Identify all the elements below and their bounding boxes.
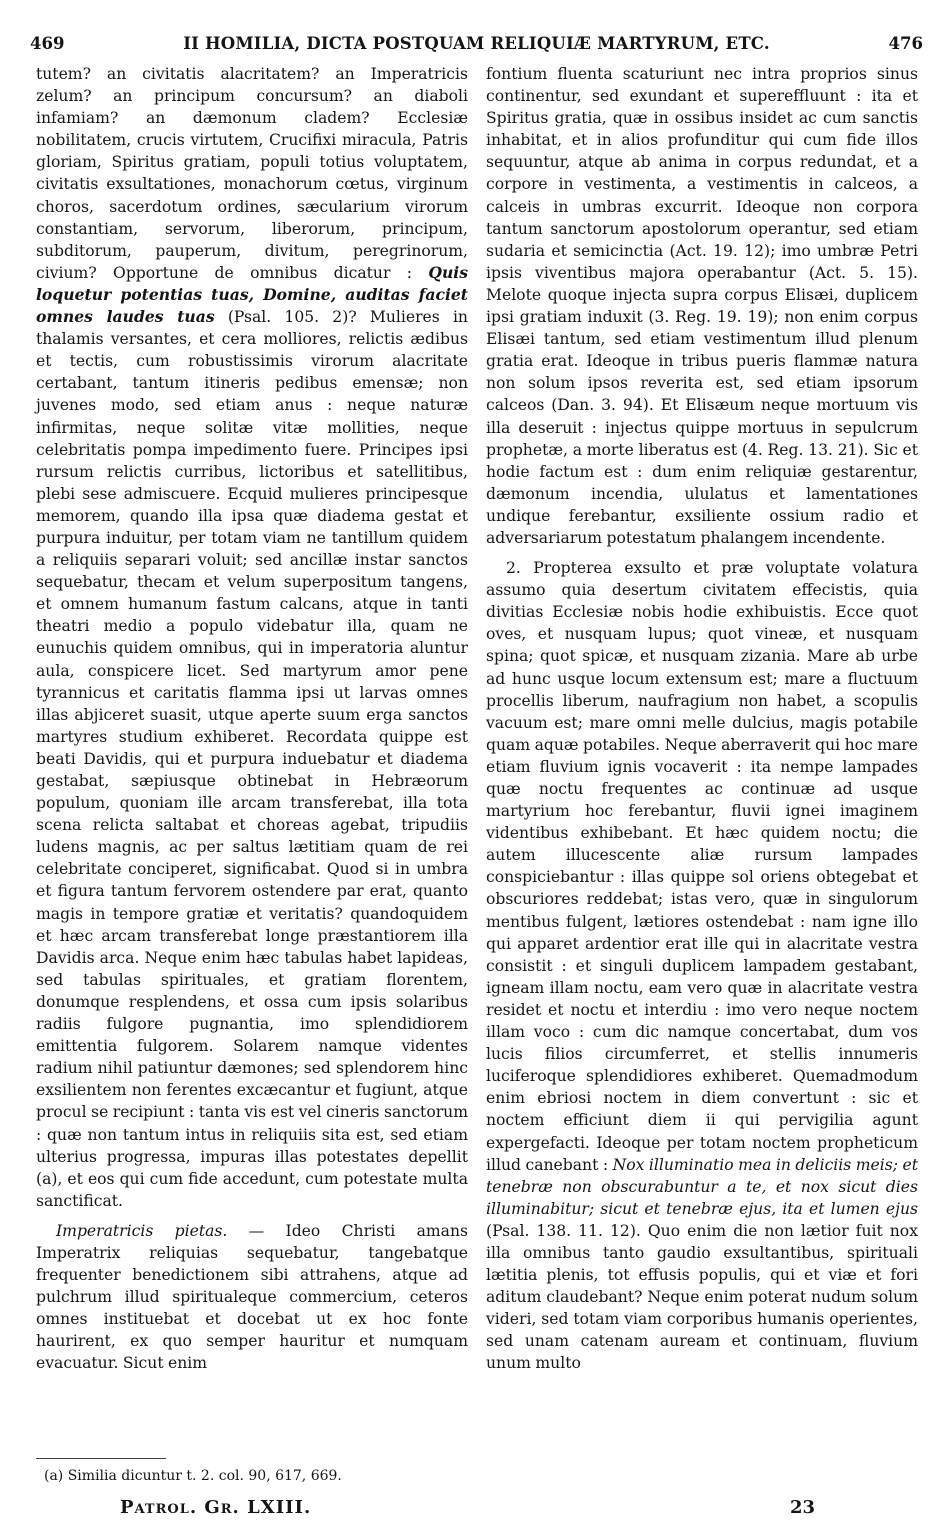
scripture-quote: Nox illuminatio mea in deliciis meis; et tenebræ non obscurabuntur a te, et nox sicut dies illuminabitur; sicut et tenebræ ejus, ita et lumen ejus (486, 1155, 918, 1218)
paragraph-text: Quo enim die non lætior fuit nox illa omnibus tanto gaudio exsultantibus, spirituali lætitia plenis, tot effusis populis, qui et viæ et fori aditum claudebant? Neque enim poterat nudum solum videri, sed totam viam corporibus humanis operientes, sed unam catenam auream et continuam, fluvium unum multo (486, 1221, 918, 1373)
scripture-quote: Quis loquetur potentias tuas, Domine, auditas faciet omnes laudes tuas (36, 262, 468, 327)
signature-mark: Patrol. Gr. LXIII. (120, 1497, 312, 1518)
paragraph-text: 2. Propterea exsulto et præ voluptate volatura assumo quia desertum civitatem effecistis, quia divitias Ecclesiæ nobis hodie exhibuistis. Ecce quot oves, et nusquam lupus; quot vineæ, et nusquam spina; quot spicæ, et nusquam zizania. Mare ab urbe ad hunc usque locum extensum est; mare a fluctuum procellis liberum, naufragium non habet, a scopulis vacuum est; mare omni melle dulcius, magis potabile quam aquæ potabiles. Neque aberraverit qui hoc mare etiam fluvium ignis vocaverit : ita nempe lampades quæ noctu frequentes ac continuæ ad usque martyrium hoc ferebantur, fluvii ignei imaginem videntibus exhibebant. Et hæc quidem noctu; die autem illucescente aliæ rursum lampades conspiciebantur : illas quippe sol oriens obtegebat et obscuriores reddebat; istas vero, quæ in singulorum mentibus fulgent, lætiores ostendebat : nam igne illo qui apparet ardentior erat ille qui in alacritate vestra consistit : et singuli duplicem lampadem gestabant, igneam illam noctu, eam vero quæ in alacritate vestra residet et noctu et interdiu : imo vero neque noctem illam voco : cum dic namque concertabat, dum vos lucis filios circumferret, et stellis innumeris luciferoque splendidiores exhiberet. Quemadmodum enim ebriosi noctem in diem convertunt : sic et noctem efficiunt diem ii qui pervigilia agunt expergefacti. Ideoque per totam noctem propheticum illud canebant : (486, 559, 918, 1174)
paragraph-text: fontium fluenta scaturiunt nec intra proprios sinus continentur, sed exundant et supereffluunt : ita et Spiritus gratia, quæ in ossibus insidet ac cum sanctis inhabitat, et in alios profunditur qui cum fide illos sequuntur, atque ab anima in corpus redundat, et a corpore in vestimenta, a vestimentis in calceos, a calceis in umbras excurrit. Ideoque non corpora tantum sanctorum apostolorum operantur, sed etiam sudaria et semicinctia (Act. 19. 12); imo umbræ Petri ipsis viventibus majora operabantur (Act. 5. 15). Melote quoque injecta supra corpus Elisæi, duplicem ipsi gratiam induxit (3. Reg. 19. 19); non enim corpus Elisæi tantum, sed etiam vestimentum illud plenum gratia erat. Ideoque in tribus pueris flammæ natura non solum ipsos reverita est, sed etiam ipsorum calceos (Dan. 3. 94). Et Elisæum neque mortuum vis illa deseruit : injectus quippe mortuus in sepulcrum prophetæ, a morte liberatus est (4. Reg. 13. 21). Sic et hodie factum est : dum enim reliquiæ gestarentur, dæmonum incendia, ululatus et lamentationes undique ferebantur, exsiliente ossium radio et adversariarum potestatum phalangem incendente. (486, 65, 918, 547)
page-footer (36, 1497, 923, 1518)
paragraph-text: Mulieres in thalamis versantes, et cera molliores, relictis ædibus et tectis, cum robustissimis virorum alacritate certabant, tantum itineris pedibus emensæ; non juvenes modo, sed etiam anus : neque naturæ infirmitas, neque solitæ vitæ mollities, neque celebritatis pompa impedimento fuere. Principes ipsi rursum relictis curribus, lictoribus et satellitibus, plebi sese admiscuere. Ecquid mulieres principesque memorem, quando illa ipsa quæ diadema gestat et purpura induitur, per totam viam ne tantillum quidem a reliquiis separari voluit; sed ancillæ instar sanctos sequebatur, thecam et velum superpositum tangens, et omnem humanum fastum calcans, atque in tanti theatri medio a populo videbatur illa, quam ne eunuchis quidem omnibus, qui in imperatoria aluntur aula, conspicere licet. Sed martyrum amor pene tyrannicus et caritatis flamma ipsi ut larvas omnes illas abjiceret suasit, utque aperte suum erga sanctos martyres studium exhiberet. Recordata quippe est beati Davidis, qui et purpura induebatur et diadema gestabat, sæpiusque obtinebat in Hebræorum populum, quoniam ille arcam transferebat, illa tota scena relicta saltabat et choreas agebat, tripudiis ludens magnis, ac per saltus lætitiam quam de rei celebritate conciperet, significabat. Quod si in umbra et figura tantum fervorem ostendere par erat, quanto magis in tempore gratiæ et veritatis? quandoquidem et hæc arcam transferebat longe præstantiorem illa Davidis arca. Neque enim hæc tabulas habet lapideas, sed tabulas spirituales, et gratiam florentem, donumque resplendens, et ossa cum ipsis solaribus radiis fulgore pugnantia, imo splendidiorem emittentia fulgorem. Solarem namque videntes radium nihil patiuntur dæmones; sed splendorem hinc exsilientem non ferentes excæcantur et fugiunt, atque procul se recipiunt : tanta vis est vel cineris sanctorum : quæ non tantum intus in reliquiis sita est, sed etiam ulterius progressa, impuras illas potestates depellit (a), et eos qui cum fide accedunt, cum potestate multa sanctificat. (36, 308, 468, 1210)
paragraph (486, 63, 918, 549)
running-title: II HOMILIA, DICTA POSTQUAM RELIQUIÆ MARTYRUM, ETC. (183, 34, 770, 53)
page-header (30, 34, 923, 56)
sheet-number: 23 (789, 1497, 815, 1518)
paragraph-text: tutem? an civitatis alacritatem? an Imperatricis zelum? an principum concursum? an diaboli infamiam? an dæmonum cladem? Ecclesiæ nobilitatem, crucis virtutem, Crucifixi miracula, Patris gloriam, Spiritus gratiam, populi totius voluptatem, civitatis exsultationes, monachorum cœtus, virginum choros, sacerdotum ordines, sæcularium virorum constantiam, servorum, liberorum, principum, subditorum, pauperum, divitum, peregrinorum, civium? Opportune de omnibus dicatur : (36, 65, 468, 282)
paragraph (36, 63, 468, 1212)
scripture-reference: (Psal. 138. 11. 12). (486, 1221, 648, 1240)
scripture-reference: (Psal. 105. 2)? (214, 308, 370, 327)
column-number: 476 (888, 34, 923, 53)
section-heading: Imperatricis pietas. — (56, 1221, 265, 1240)
paragraph (36, 1220, 468, 1375)
left-column (36, 63, 468, 1375)
page-number: 469 (30, 34, 65, 53)
paragraph-text: Ideo Christi amans Imperatrix reliquias sequebatur, tangebatque frequenter benedictionem sibi attrahens, atque ad pulchrum illud spiritualeque commercium, ceteros omnes instituebat et docebat ut ex hoc fonte haurirent, ex quo semper hauritur et numquam evacuatur. Sicut enim (36, 1221, 468, 1373)
right-column (486, 63, 918, 1375)
footnote-divider (36, 1458, 166, 1459)
footnote: (a) Similia dicuntur t. 2. col. 90, 617, 669. (44, 1468, 342, 1484)
paragraph (486, 557, 918, 1374)
